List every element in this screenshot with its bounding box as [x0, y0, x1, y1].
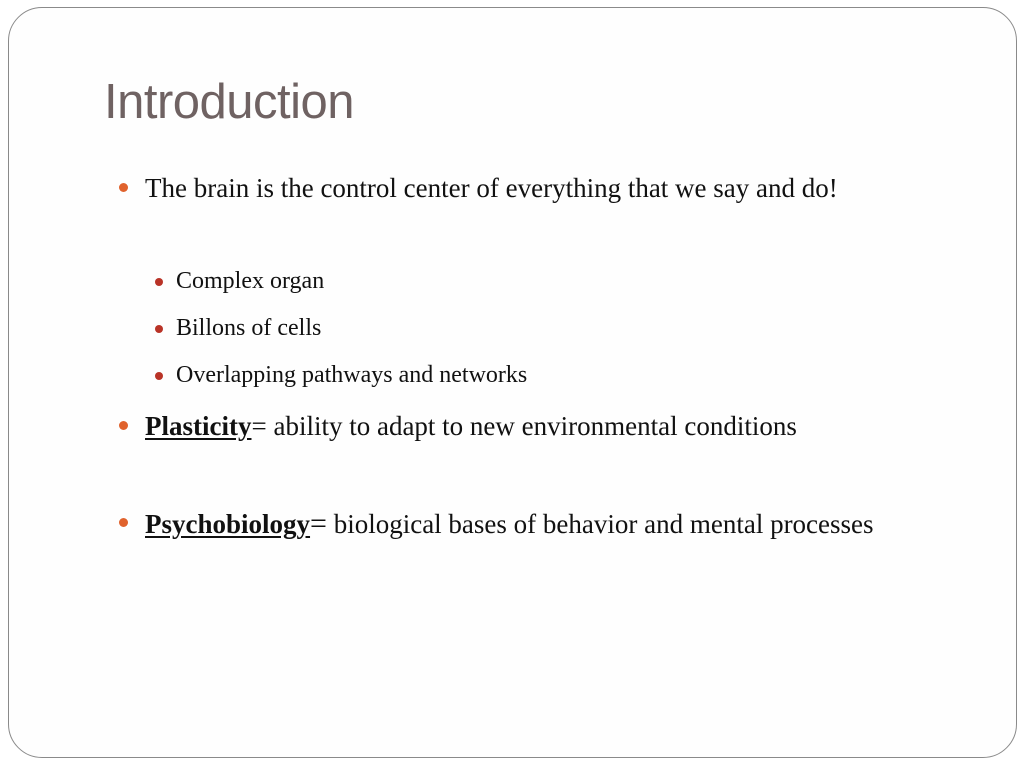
equals-sign: =: [251, 411, 267, 441]
bullet-text: Complex organ: [176, 268, 325, 294]
sub-bullet-complex-organ: [176, 264, 876, 298]
bullet-brain-control-center: [145, 166, 945, 211]
bullet-plasticity: [145, 404, 865, 449]
bullet-text: The brain is the control center of everything that we say and do!: [145, 173, 838, 203]
term-psychobiology: Psychobiology: [145, 509, 311, 539]
bullet-dot-icon: [155, 372, 163, 380]
term-plasticity: Plasticity: [145, 411, 252, 441]
bullet-text: Overlapping pathways and networks: [176, 362, 528, 388]
definition-text: biological bases of behavior and mental processes: [326, 509, 874, 539]
bullet-psychobiology: [145, 501, 945, 547]
definition-text: ability to adapt to new environmental conditions: [266, 411, 797, 441]
sub-bullet-overlapping-pathways: [176, 358, 876, 392]
slide-title: Introduction: [104, 75, 355, 129]
bullet-text: Billons of cells: [176, 315, 322, 341]
bullet-dot-icon: [155, 278, 163, 286]
bullet-dot-icon: [119, 421, 128, 430]
equals-sign: =: [310, 507, 327, 540]
sub-bullet-billions-of-cells: [176, 311, 876, 345]
bullet-dot-icon: [119, 518, 128, 527]
bullet-dot-icon: [155, 325, 163, 333]
bullet-dot-icon: [119, 183, 128, 192]
